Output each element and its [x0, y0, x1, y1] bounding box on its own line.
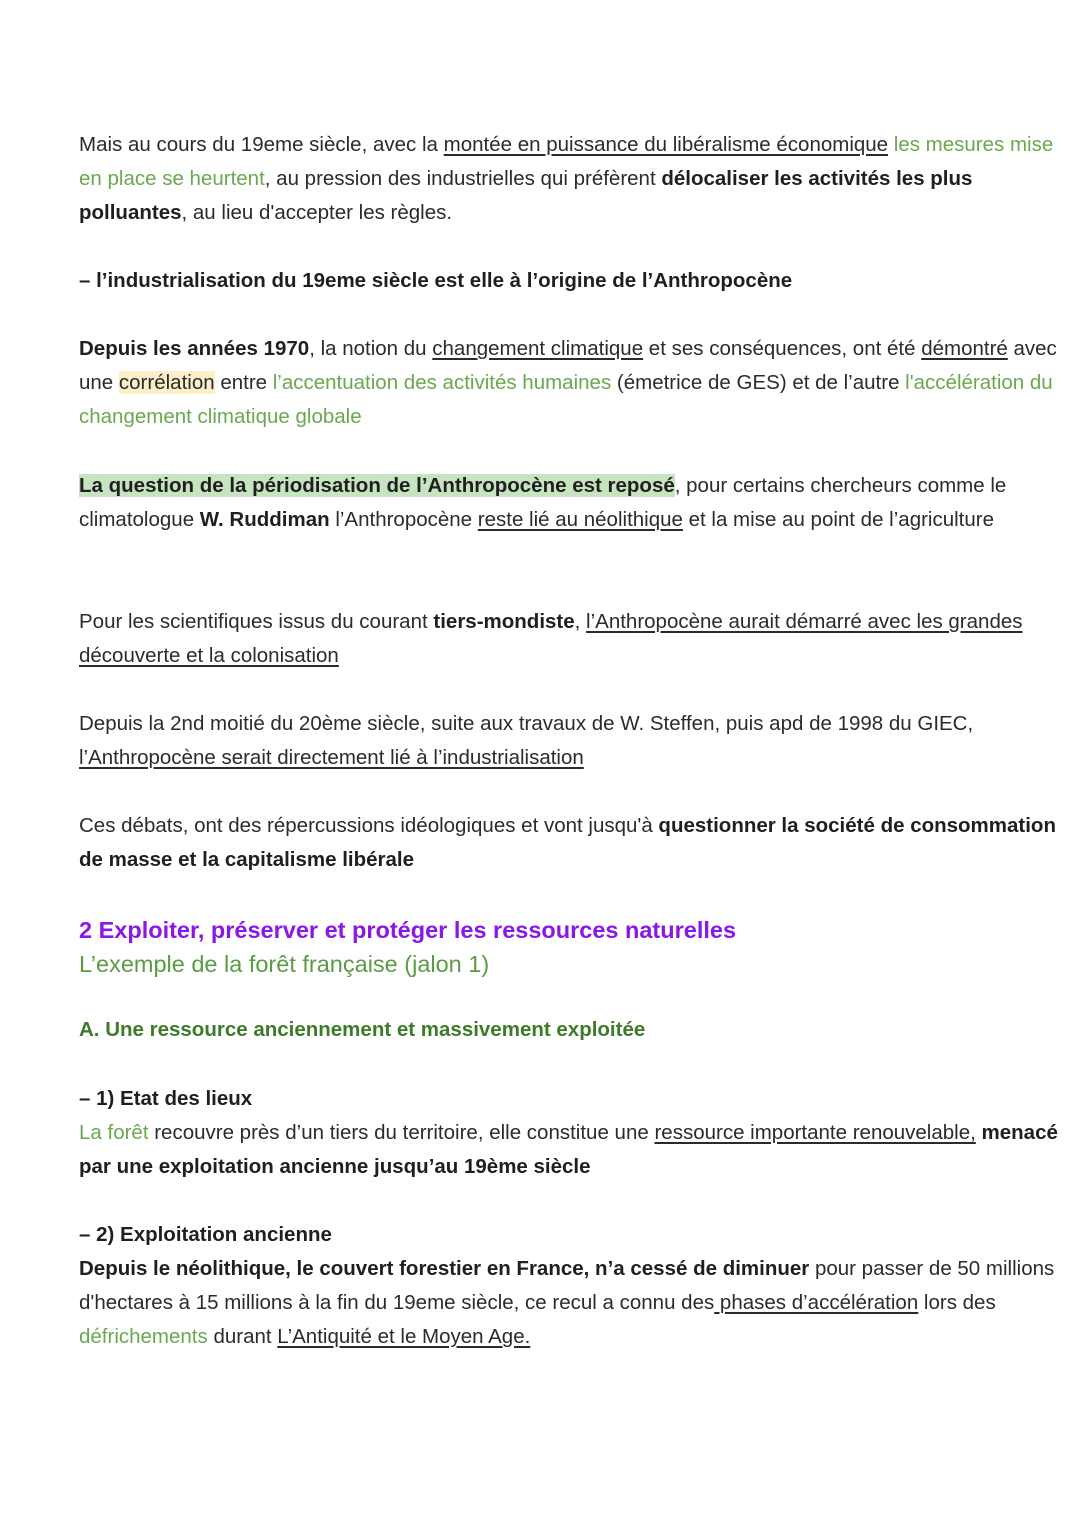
underlined-text: démontré	[921, 337, 1008, 360]
green-text: l’accentuation des activités humaines	[272, 371, 612, 394]
paragraph-periodisation	[79, 469, 1064, 537]
item-body	[79, 1252, 1064, 1354]
paragraph-steffen	[79, 707, 1064, 775]
section-heading: 2 Exploiter, préserver et protéger les ressources naturelles	[79, 917, 737, 943]
item-body	[79, 1116, 1064, 1184]
green-text: l'accélération du changement climatique globale	[79, 371, 1053, 428]
green-text: défrichements	[79, 1325, 208, 1348]
section-subtitle: L’exemple de la forêt française (jalon 1)	[79, 951, 490, 977]
text: , au pression des industrielles qui préfèrent	[264, 167, 662, 190]
paragraph-liberalism	[79, 128, 1064, 230]
underlined-text: L’Antiquité et le Moyen Age.	[277, 1325, 531, 1348]
block-etat-des-lieux	[79, 1082, 1064, 1184]
text: durant	[207, 1325, 278, 1348]
text: pour passer de 50 millions d'hectares à 15 millions à la fin du 19eme siècle, ce recul a connu des	[79, 1257, 1055, 1314]
text: , pour certains chercheurs comme le climatologue	[79, 474, 1007, 531]
text: avec une	[79, 337, 1057, 394]
bold-text: menacé par une exploitation ancienne jusqu’au 19ème siècle	[79, 1121, 1058, 1178]
text: , au lieu d'accepter les règles.	[181, 201, 453, 224]
underlined-text: montée en puissance du libéralisme économique	[443, 133, 889, 156]
text: Pour les scientifiques issus du courant	[79, 610, 434, 633]
green-text: La forêt	[79, 1121, 149, 1144]
subheading-industrialisation: – l’industrialisation du 19eme siècle est elle à l’origine de l’Anthropocène	[79, 269, 793, 292]
text: recouvre près d’un tiers du territoire, elle constitue une	[148, 1121, 655, 1144]
text: Depuis la 2nd moitié du 20ème siècle, suite aux travaux de W. Steffen, puis apd de 1998 du GIEC,	[79, 712, 974, 735]
text: lors des	[918, 1291, 996, 1314]
paragraph-tiers-mondiste	[79, 605, 1064, 673]
paragraph-climate-change	[79, 332, 1064, 434]
text: entre	[214, 371, 273, 394]
underlined-text: l’Anthropocène aurait démarré avec les grandes découverte et la colonisation	[79, 610, 1023, 667]
text: Ces débats, ont des répercussions idéologiques et vont jusqu'à	[79, 814, 659, 837]
item-title: – 2) Exploitation ancienne	[79, 1223, 332, 1246]
block-exploitation-ancienne	[79, 1218, 1064, 1354]
underlined-text: reste lié au néolithique	[477, 508, 683, 531]
text: Mais au cours du 19eme siècle, avec la	[79, 133, 444, 156]
bold-text: questionner la société de consommation de masse et la capitalisme libérale	[79, 814, 1056, 871]
text: l’Anthropocène	[329, 508, 478, 531]
underlined-text: phases d’accélération	[714, 1291, 919, 1314]
text: et ses conséquences, ont été	[643, 337, 922, 360]
highlighted-bold-text: La question de la périodisation de l’Anthropocène est reposé	[79, 474, 675, 497]
text: ,	[574, 610, 587, 633]
green-text: les mesures mise en place se heurtent	[79, 133, 1054, 190]
bold-text: Depuis le néolithique, le couvert forestier en France, n’a cessé de diminuer	[79, 1257, 810, 1280]
underlined-text: l’Anthropocène serait directement lié à l’industrialisation	[79, 746, 584, 769]
underlined-text: changement climatique	[432, 337, 644, 360]
bold-text: Depuis les années 1970	[79, 337, 310, 360]
underlined-text: ressource importante renouvelable,	[654, 1121, 976, 1144]
subsection-heading-a: A. Une ressource anciennement et massivement exploitée	[79, 1018, 646, 1041]
bold-text: délocaliser les activités les plus polluantes	[79, 167, 973, 224]
text: (émetrice de GES) et de l’autre	[611, 371, 906, 394]
highlighted-text: corrélation	[118, 371, 215, 394]
bold-text: tiers-mondiste	[433, 610, 575, 633]
text: , la notion du	[309, 337, 433, 360]
item-title: – 1) Etat des lieux	[79, 1087, 253, 1110]
text: et la mise au point de l’agriculture	[682, 508, 995, 531]
paragraph-debates	[79, 809, 1064, 877]
bold-text: W. Ruddiman	[199, 508, 330, 531]
